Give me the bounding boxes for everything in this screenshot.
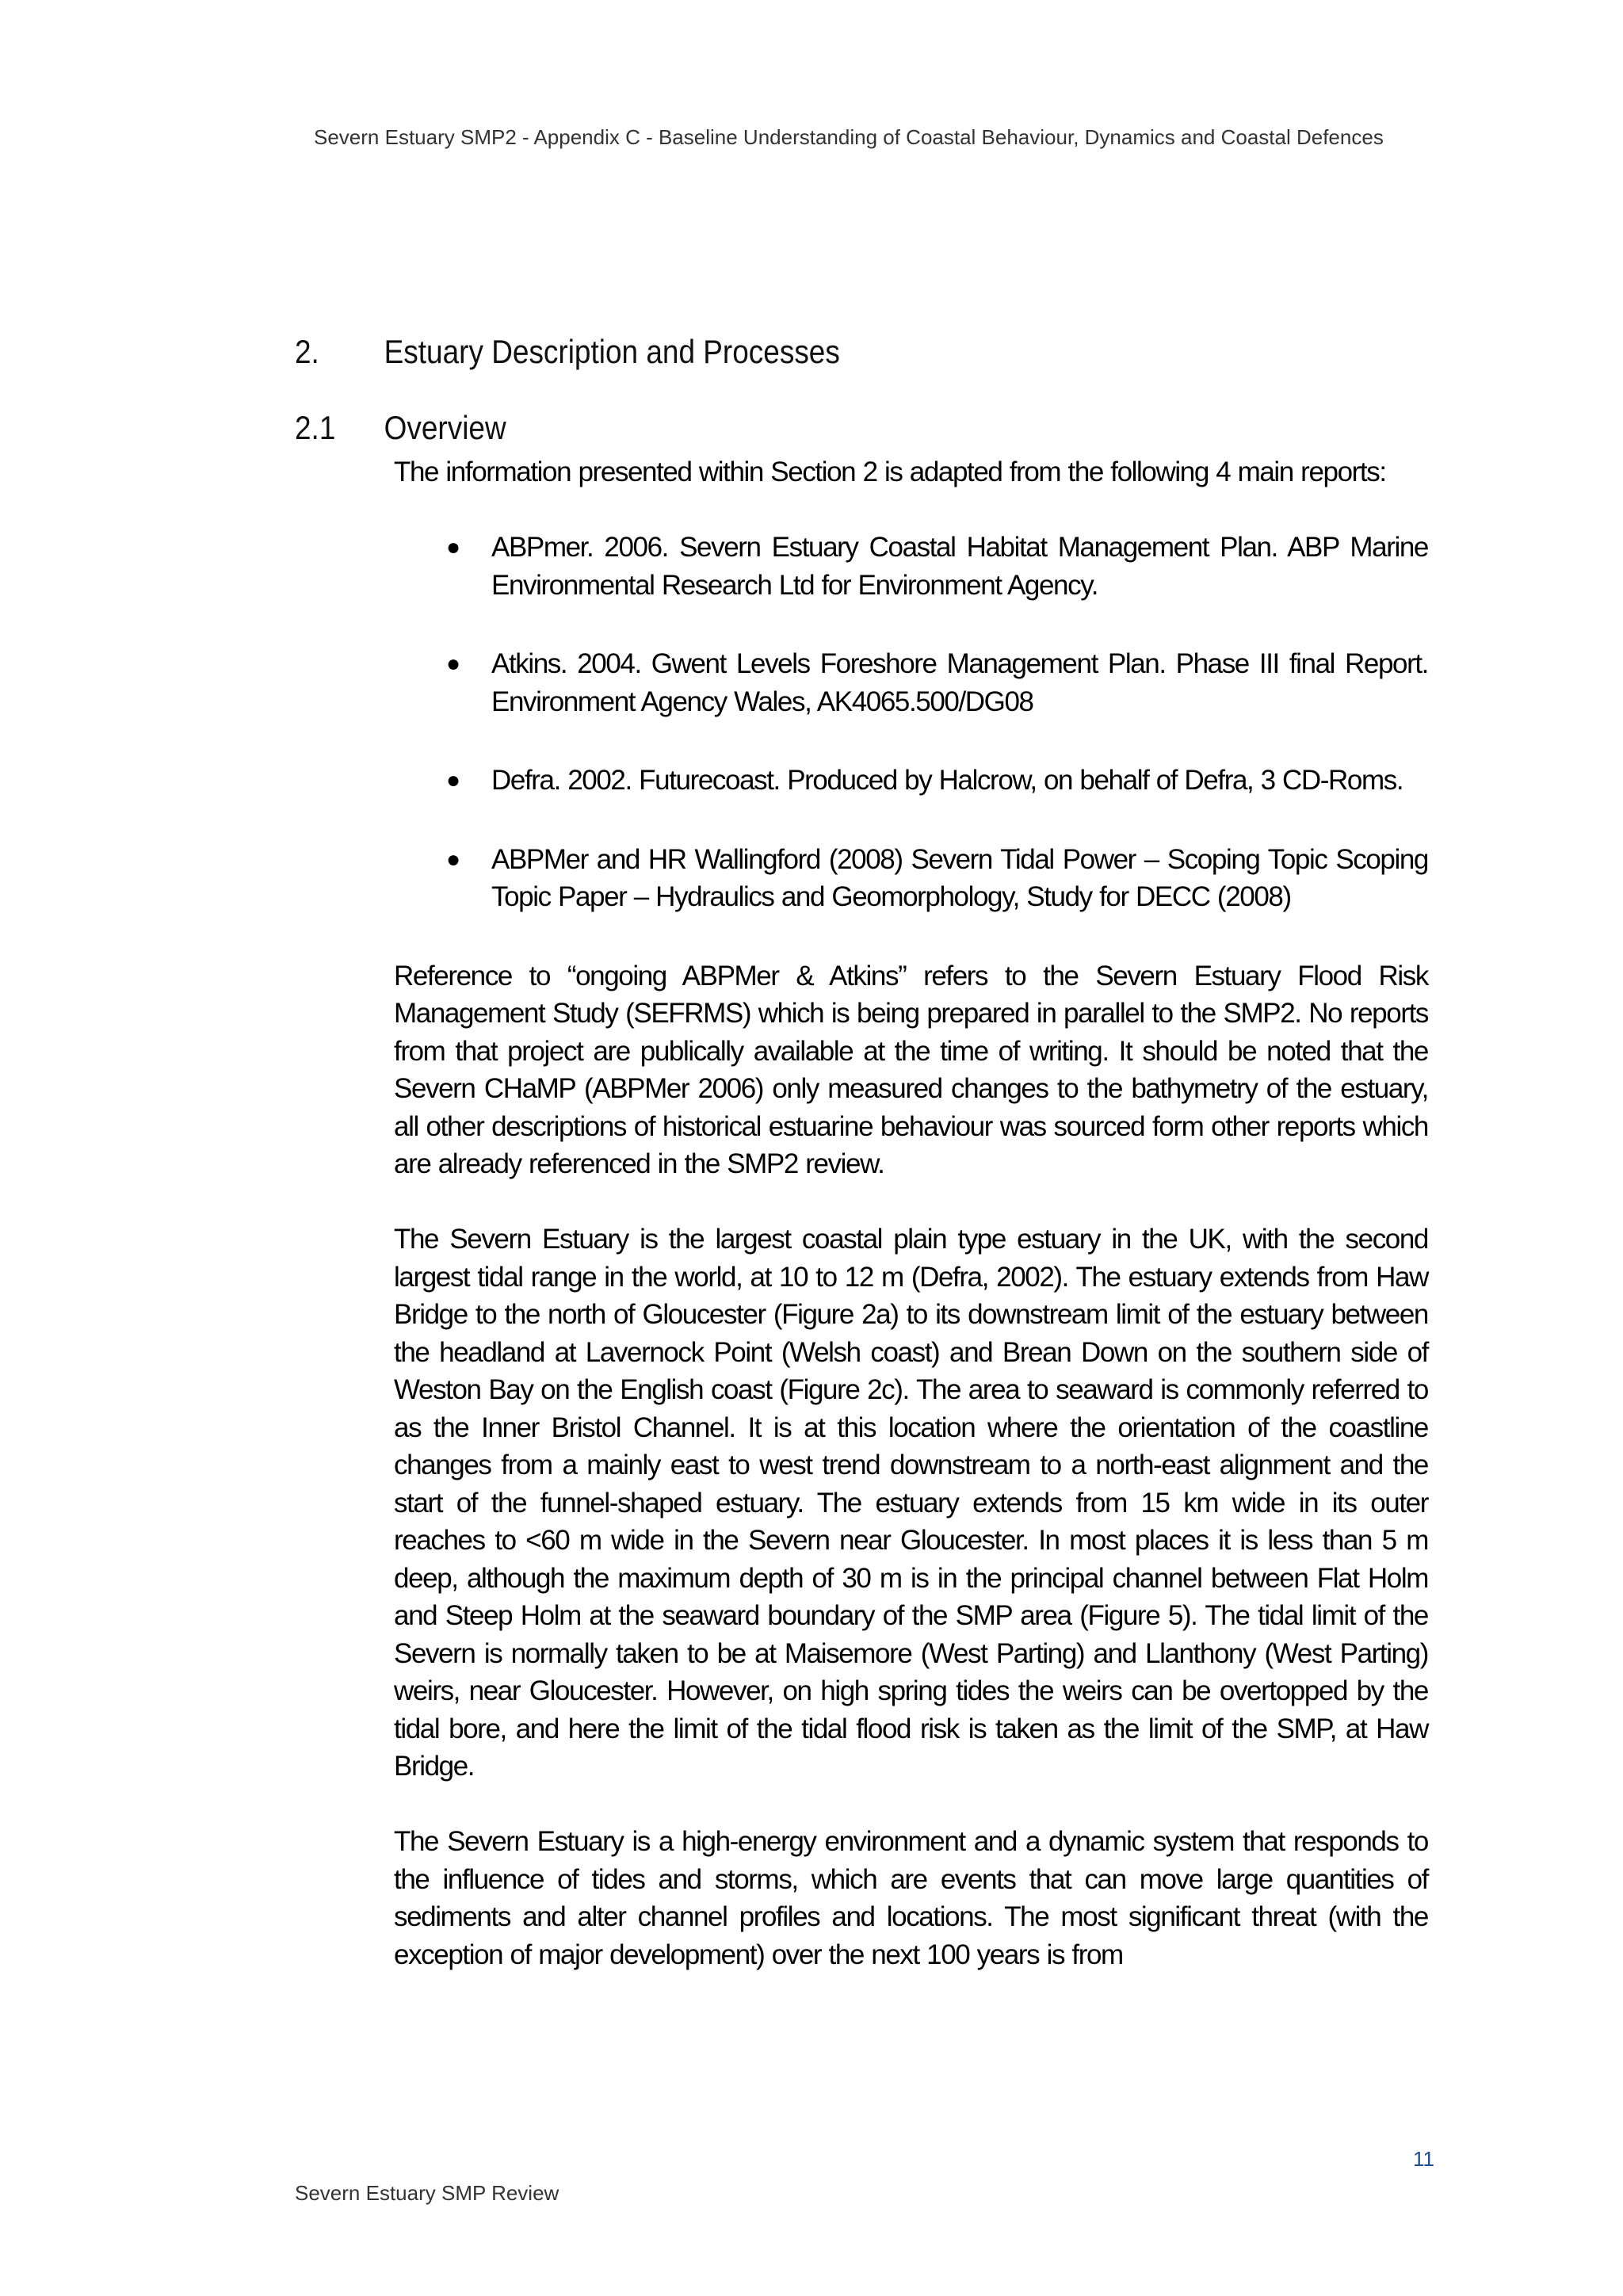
reference-item xyxy=(394,762,1428,800)
body-text xyxy=(394,453,1428,2011)
subsection-number: 2.1 xyxy=(295,409,336,446)
running-footer: Severn Estuary SMP Review xyxy=(295,2181,559,2205)
running-header: Severn Estuary SMP2 - Appendix C - Baseline Understanding of Coastal Behaviour, Dynamics and Coastal Defences xyxy=(314,125,1384,149)
reference-text: Atkins. 2004. Gwent Levels Foreshore Management Plan. Phase III final Report. Environment Agency Wales, AK4065.500/DG08 xyxy=(491,648,1428,717)
body-paragraph: The Severn Estuary is a high-energy environment and a dynamic system that responds to the influence of tides and storms, which are events that can move large quantities of sediments and alter channel profiles and locations. The most significant threat (with the exception of major development) over the next 100 years is from xyxy=(394,1826,1428,1970)
reference-item xyxy=(394,645,1428,720)
section-heading xyxy=(295,333,1299,371)
reference-item xyxy=(394,529,1428,604)
subsection-title: Overview xyxy=(384,409,506,446)
page-number: 11 xyxy=(1413,2147,1434,2171)
reference-text: ABPmer. 2006. Severn Estuary Coastal Habitat Management Plan. ABP Marine Environmental Research Ltd for Environment Agency. xyxy=(491,532,1428,601)
body-paragraph: The Severn Estuary is the largest coastal plain type estuary in the UK, with the second largest tidal range in the world, at 10 to 12 m (Defra, 2002). The estuary extends from Haw Bridge to the north of Gloucester (Figure 2a) to its downstream limit of the estuary between the headland at Lavernock Point (Welsh coast) and Brean Down on the southern side of Weston Bay on the English coast (Figure 2c). The area to seaward is commonly referred to as the Inner Bristol Channel. It is at this location where the orientation of the coastline changes from a mainly east to west trend downstream to a north-east alignment and the start of the funnel-shaped estuary. The estuary extends from 15 km wide in its outer reaches to <60 m wide in the Severn near Gloucester. In most places it is less than 5 m deep, although the maximum depth of 30 m is in the principal channel between Flat Holm and Steep Holm at the seaward boundary of the SMP area (Figure 5). The tidal limit of the Severn is normally taken to be at Maisemore (West Parting) and Llanthony (West Parting) weirs, near Gloucester. However, on high spring tides the weirs can be overtopped by the tidal bore, and here the limit of the tidal flood risk is taken as the limit of the SMP, at Haw Bridge. xyxy=(394,1224,1428,1782)
bullet-icon: ● xyxy=(446,846,460,873)
bullet-icon: ● xyxy=(446,767,460,793)
intro-paragraph: The information presented within Section 2 is adapted from the following 4 main reports: xyxy=(394,457,1386,487)
reference-item xyxy=(394,841,1428,916)
bullet-icon: ● xyxy=(446,651,460,677)
reference-text: ABPMer and HR Wallingford (2008) Severn Tidal Power – Scoping Topic Scoping Topic Paper – Hydraulics and Geomorphology, Study for DECC (2008) xyxy=(491,843,1428,912)
body-paragraph: Reference to “ongoing ABPMer & Atkins” refers to the Severn Estuary Flood Risk Management Study (SEFRMS) which is being prepared in parallel to the SMP2. No reports from that project are publically available at the time of writing. It should be noted that the Severn CHaMP (ABPMer 2006) only measured changes to the bathymetry of the estuary, all other descriptions of historical estuarine behaviour was sourced form other reports which are already referenced in the SMP2 review. xyxy=(394,960,1428,1179)
section-number: 2. xyxy=(295,333,319,370)
reference-list xyxy=(394,529,1428,916)
bullet-icon: ● xyxy=(446,534,460,560)
subsection-heading xyxy=(295,409,1299,447)
reference-text: Defra. 2002. Futurecoast. Produced by Halcrow, on behalf of Defra, 3 CD-Roms. xyxy=(491,765,1403,796)
section-title: Estuary Description and Processes xyxy=(384,333,840,370)
